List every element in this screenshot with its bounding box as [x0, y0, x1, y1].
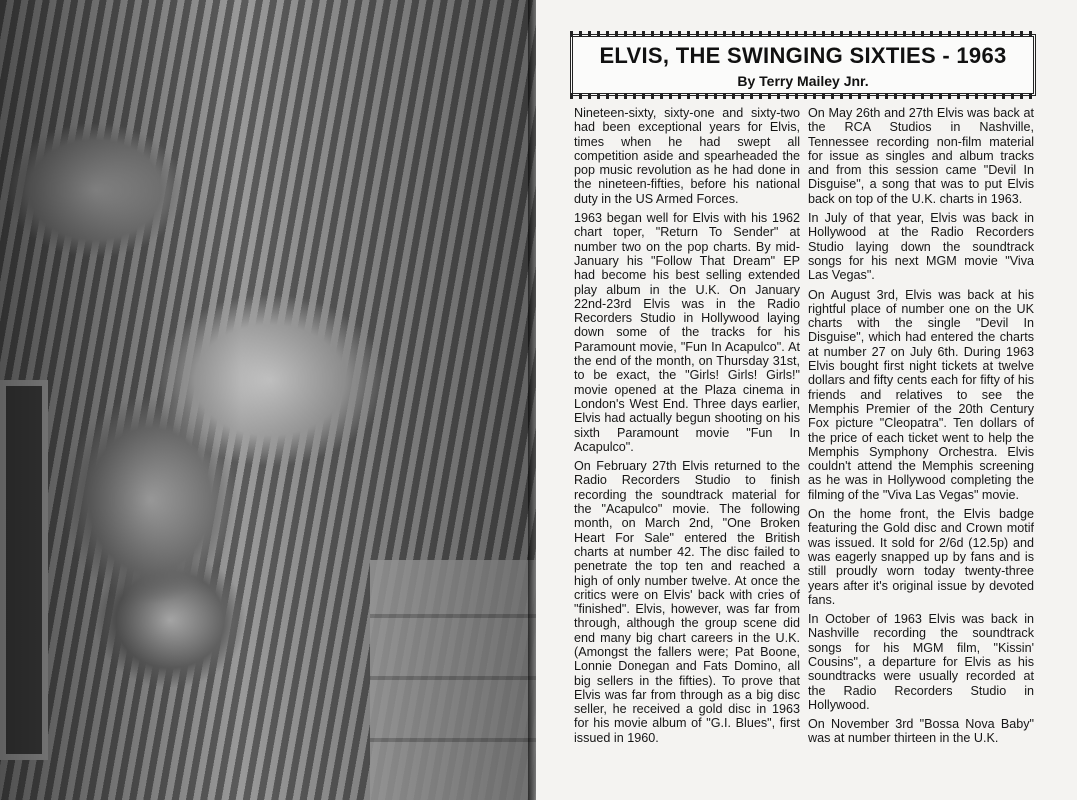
title-box — [570, 34, 1036, 96]
page-gutter — [528, 0, 536, 800]
photo-shading — [0, 0, 536, 800]
ornamental-border-top — [570, 31, 1036, 37]
article-page — [536, 0, 1077, 800]
article-byline: By Terry Mailey Jnr. — [737, 73, 869, 89]
paragraph: On February 27th Elvis returned to the Radio Recorders Studio to finish recording the soundtrack material for the "Acapulco" movie. The following month, on March 2nd, "One Broken Heart For Sale" entered the British charts at number 42. The disc failed to penetrate the top ten and reached a high of only number twelve. At once the critics were on Elvis' back with cries of "finished". Elvis, however, was far from through, although the group scene did end many big chart careers in the U.K. (Amongst the fallers were; Pat Boone, Lonnie Donegan and Fats Domino, all big sellers in the fifties). To prove that Elvis was far from through as a big disc seller, he received a gold disc in 1963 for his movie album of "G.I. Blues", first issued in 1960. — [574, 459, 800, 745]
photo-elvis-with-dog — [0, 0, 536, 800]
paragraph: Nineteen-sixty, sixty-one and sixty-two had been exceptional years for Elvis, times when he had swept all competition aside and spearheaded the pop music revolution as he had done in the nineteen-fifties, before his national duty in the US Armed Forces. — [574, 106, 800, 206]
article-title: ELVIS, THE SWINGING SIXTIES - 1963 — [599, 43, 1007, 68]
paragraph: 1963 began well for Elvis with his 1962 chart toper, "Return To Sender" at number two on the pop charts. By mid-January his "Follow That Dream" EP had become his best selling extended play album in the U.K. On January 22nd-23rd Elvis was in the Radio Recorders Studio in Hollywood laying down some of the tracks for his Paramount movie, "Fun In Acapulco". At the end of the month, on Thursday 31st, to be exact, the "Girls! Girls! Girls!" movie opened at the Plaza cinema in London's West End. Three days earlier, Elvis had actually begun shooting on his sixth Paramount movie "Fun In Acapulco". — [574, 211, 800, 454]
article-column-right — [808, 106, 1034, 751]
paragraph: In July of that year, Elvis was back in Hollywood at the Radio Recorders Studio laying down the soundtrack songs for his next MGM movie "Viva Las Vegas". — [808, 211, 1034, 283]
paragraph: On May 26th and 27th Elvis was back at the RCA Studios in Nashville, Tennessee recording non-film material for issue as singles and album tracks and from this session came "Devil In Disguise", a song that was to put Elvis back on top of the U.K. charts in 1963. — [808, 106, 1034, 206]
paragraph: On November 3rd "Bossa Nova Baby" was at number thirteen in the U.K. — [808, 717, 1034, 746]
paragraph: On the home front, the Elvis badge featuring the Gold disc and Crown motif was issued. It sold for 2/6d (12.5p) and was eagerly snapped up by fans and is still proudly worn today twenty-three years after it's original issue by devoted fans. — [808, 507, 1034, 607]
ornamental-border-bottom — [570, 93, 1036, 99]
paragraph: On August 3rd, Elvis was back at his rightful place of number one on the UK charts with the single "Devil In Disguise", which had entered the charts at number 27 on July 6th. During 1963 Elvis bought first night tickets at twelve dollars and fifty cents each for fifty of his friends and relatives to see the Memphis Premier of the 20th Century Fox picture "Cleopatra". Ten dollars of the price of each ticket went to help the Memphis Symphony Orchestra. Elvis couldn't attend the Memphis screening as he was in Hollywood completing the filming of the "Viva Las Vegas" movie. — [808, 287, 1034, 502]
article-column-left — [574, 106, 800, 750]
paragraph: In October of 1963 Elvis was back in Nashville recording the soundtrack songs for his MGM film, "Kissin' Cousins", a departure for Elvis as his soundtracks were usually recorded at the Radio Recorders Studio in Hollywood. — [808, 612, 1034, 712]
